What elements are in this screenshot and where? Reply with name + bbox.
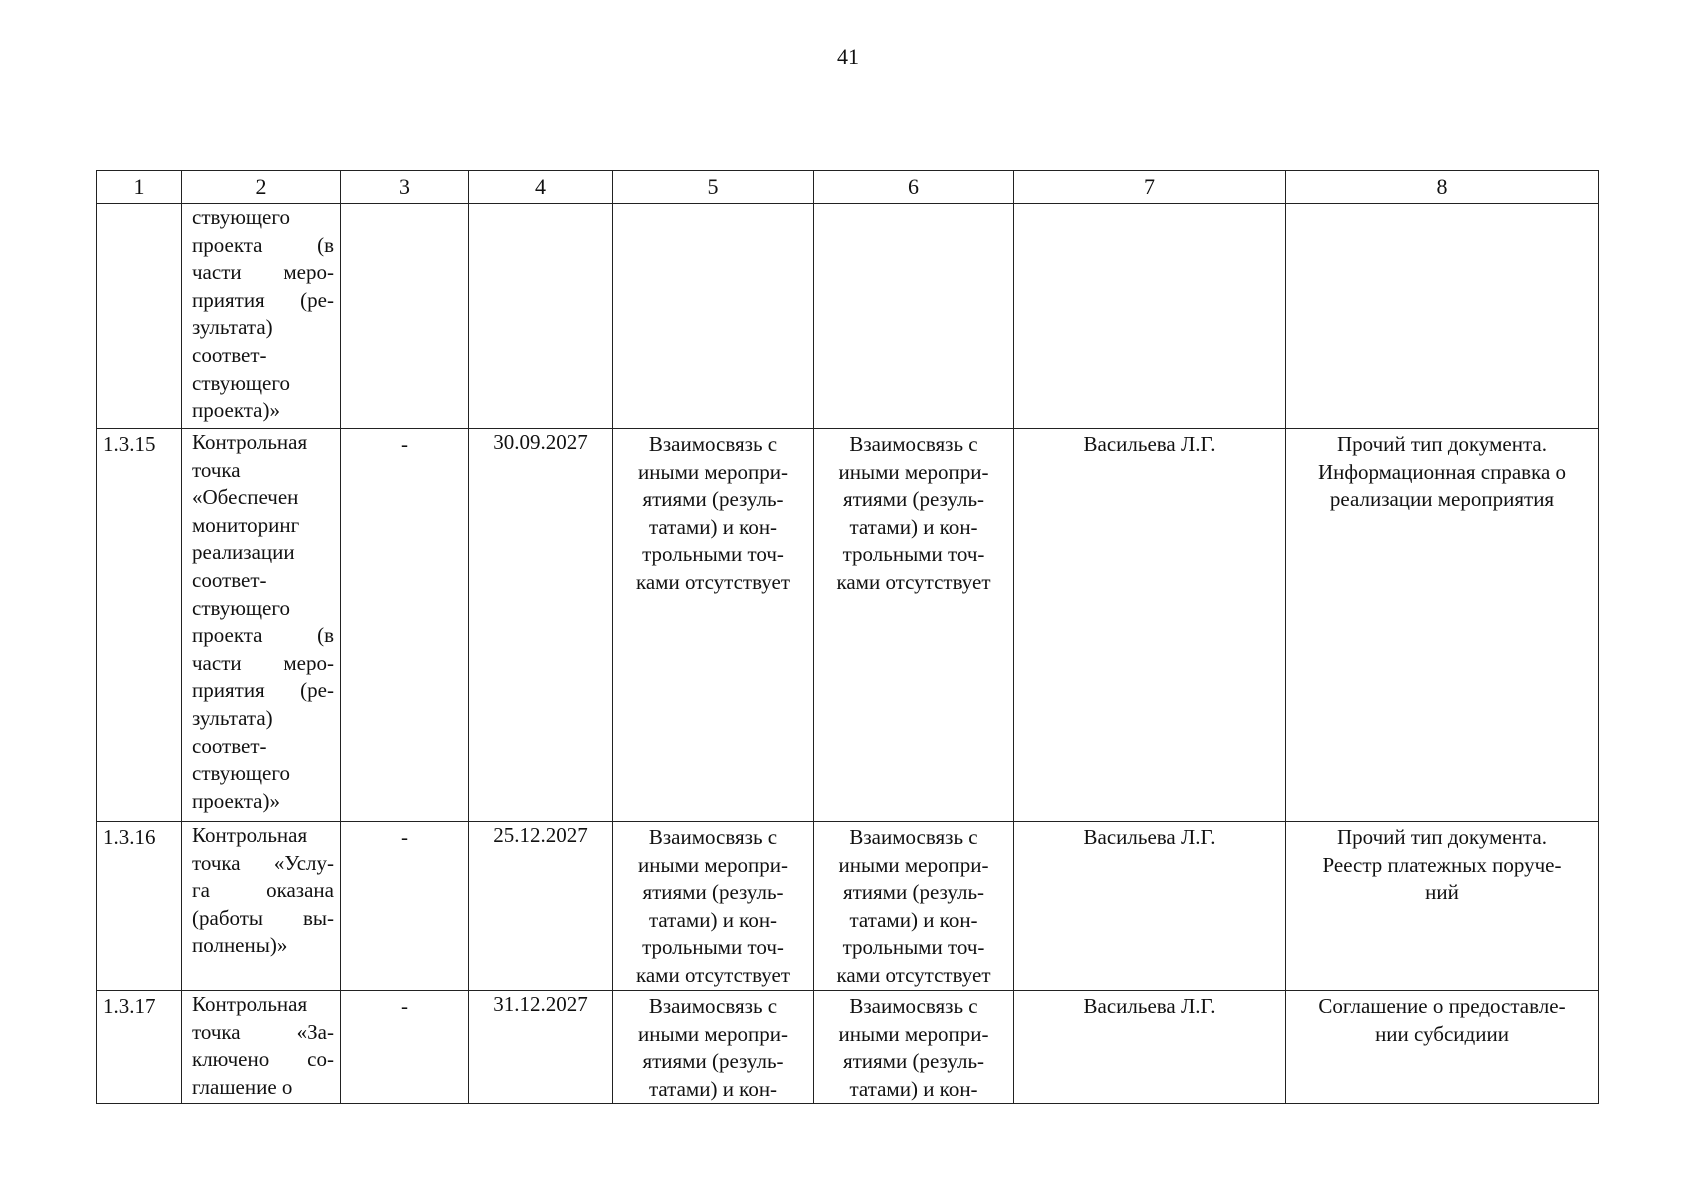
event-name-line: ствующего (192, 205, 290, 229)
event-name-line: глашение о (192, 1074, 293, 1099)
link-line: ятиями (резуль- (642, 1049, 784, 1074)
event-name-line: зультата) (192, 315, 273, 340)
event-name-line: зультата) (192, 705, 273, 730)
document-line: Прочий тип документа. (1337, 432, 1547, 456)
event-name-cell (182, 991, 341, 1104)
event-name-line: га оказана (192, 878, 334, 903)
link-line: Взаимосвязь с (849, 825, 978, 849)
event-name-line: ствующего (192, 761, 290, 786)
responsible-person-cell: Васильева Л.Г. (1014, 822, 1286, 991)
predecessor-link-cell (613, 204, 814, 429)
document-line: ний (1425, 880, 1459, 905)
link-line: татами) и кон- (849, 1076, 978, 1101)
responsible-person-cell: Васильева Л.Г. (1014, 429, 1286, 822)
column-header: 2 (182, 171, 341, 204)
event-name-line: ствующего (192, 595, 290, 620)
column-header: 1 (97, 171, 182, 204)
row-number-cell: 1.3.16 (97, 822, 182, 991)
link-line: ятиями (резуль- (842, 880, 985, 905)
date-cell: 25.12.2027 (469, 822, 613, 991)
link-line: ками отсутствует (635, 962, 791, 987)
previous-cell (341, 204, 469, 429)
event-name-line: мониторинг (192, 512, 300, 537)
link-line: Взаимосвязь с (648, 825, 778, 849)
successor-link-cell (814, 429, 1014, 822)
link-line: Взаимосвязь с (849, 432, 978, 456)
document-line: Информационная справка о (1317, 459, 1567, 484)
document-type-cell (1286, 822, 1599, 991)
predecessor-link-cell (613, 429, 814, 822)
table-row (97, 204, 1599, 429)
document-type-cell (1286, 204, 1599, 429)
link-line: трольными точ- (642, 935, 784, 960)
row-number-cell: 1.3.15 (97, 429, 182, 822)
event-name-line: проекта)» (192, 398, 280, 423)
event-name-line: части меро- (192, 650, 334, 675)
link-line: ками отсутствует (836, 962, 991, 987)
link-line: ятиями (резуль- (642, 487, 784, 512)
table-row (97, 991, 1599, 1104)
date-cell: 30.09.2027 (469, 429, 613, 822)
date-cell: 31.12.2027 (469, 991, 613, 1104)
event-name-line: реализации (192, 540, 295, 565)
link-line: иными меропри- (838, 852, 989, 877)
event-name-line: точка (192, 457, 241, 482)
event-name-line: соответ- (192, 567, 267, 592)
table-row (97, 822, 1599, 991)
link-line: татами) и кон- (648, 1076, 778, 1101)
link-line: ятиями (резуль- (842, 1049, 985, 1074)
event-name-line: ключено со- (192, 1047, 334, 1072)
event-name-line: Контрольная (192, 992, 308, 1016)
link-line: ками отсутствует (635, 569, 791, 594)
event-name-line: проекта)» (192, 788, 280, 813)
previous-cell: - (341, 429, 469, 822)
event-name-line: приятия (ре- (192, 678, 334, 703)
event-name-line: точка «За- (192, 1019, 334, 1044)
event-name-line: полнены)» (192, 933, 288, 958)
document-type-cell (1286, 991, 1599, 1104)
link-line: иными меропри- (638, 852, 788, 877)
link-line: иными меропри- (838, 1021, 989, 1046)
link-line: Взаимосвязь с (849, 994, 978, 1018)
link-line: татами) и кон- (648, 907, 778, 932)
link-line: ятиями (резуль- (842, 487, 985, 512)
successor-link-cell (814, 204, 1014, 429)
previous-cell: - (341, 991, 469, 1104)
document-line: Прочий тип документа. (1337, 825, 1547, 849)
document-line: Соглашение о предоставле- (1318, 994, 1566, 1018)
date-cell (469, 204, 613, 429)
successor-link-cell (814, 822, 1014, 991)
document-table (96, 170, 1599, 1104)
column-header: 8 (1286, 171, 1599, 204)
responsible-person-cell: Васильева Л.Г. (1014, 991, 1286, 1104)
link-line: трольными точ- (842, 542, 985, 567)
column-header: 4 (469, 171, 613, 204)
event-name-cell (182, 429, 341, 822)
column-header: 6 (814, 171, 1014, 204)
document-line: нии субсидиии (1375, 1021, 1509, 1046)
predecessor-link-cell (613, 991, 814, 1104)
event-name-line: Контрольная (192, 823, 308, 847)
column-header: 3 (341, 171, 469, 204)
event-name-line: «Обеспечен (192, 485, 299, 510)
table-row (97, 429, 1599, 822)
successor-link-cell (814, 991, 1014, 1104)
link-line: татами) и кон- (648, 514, 778, 539)
link-line: трольными точ- (842, 935, 985, 960)
event-name-line: Контрольная (192, 430, 308, 454)
predecessor-link-cell (613, 822, 814, 991)
link-line: татами) и кон- (849, 514, 978, 539)
link-line: татами) и кон- (849, 907, 978, 932)
event-name-line: соответ- (192, 733, 267, 758)
link-line: ками отсутствует (836, 569, 991, 594)
row-number-cell: 1.3.17 (97, 991, 182, 1104)
event-name-cell (182, 204, 341, 429)
responsible-person-cell (1014, 204, 1286, 429)
event-name-line: проекта (в (192, 232, 334, 257)
event-name-line: части меро- (192, 260, 334, 285)
link-line: иными меропри- (638, 459, 788, 484)
link-line: иными меропри- (638, 1021, 788, 1046)
event-name-line: (работы вы- (192, 905, 334, 930)
document-line: реализации мероприятия (1329, 487, 1555, 512)
document-type-cell (1286, 429, 1599, 822)
link-line: Взаимосвязь с (648, 432, 778, 456)
table-header-row (97, 171, 1599, 204)
event-name-line: точка «Услу- (192, 850, 334, 875)
column-header: 5 (613, 171, 814, 204)
link-line: Взаимосвязь с (648, 994, 778, 1018)
link-line: иными меропри- (838, 459, 989, 484)
page-number: 41 (837, 44, 859, 69)
event-name-line: проекта (в (192, 623, 334, 648)
event-name-line: приятия (ре- (192, 287, 334, 312)
link-line: ятиями (резуль- (642, 880, 784, 905)
event-name-line: ствующего (192, 370, 290, 395)
document-line: Реестр платежных поруче- (1322, 852, 1562, 877)
link-line: трольными точ- (642, 542, 784, 567)
column-header: 7 (1014, 171, 1286, 204)
event-name-line: соответ- (192, 342, 267, 367)
previous-cell: - (341, 822, 469, 991)
row-number-cell (97, 204, 182, 429)
event-name-cell (182, 822, 341, 991)
